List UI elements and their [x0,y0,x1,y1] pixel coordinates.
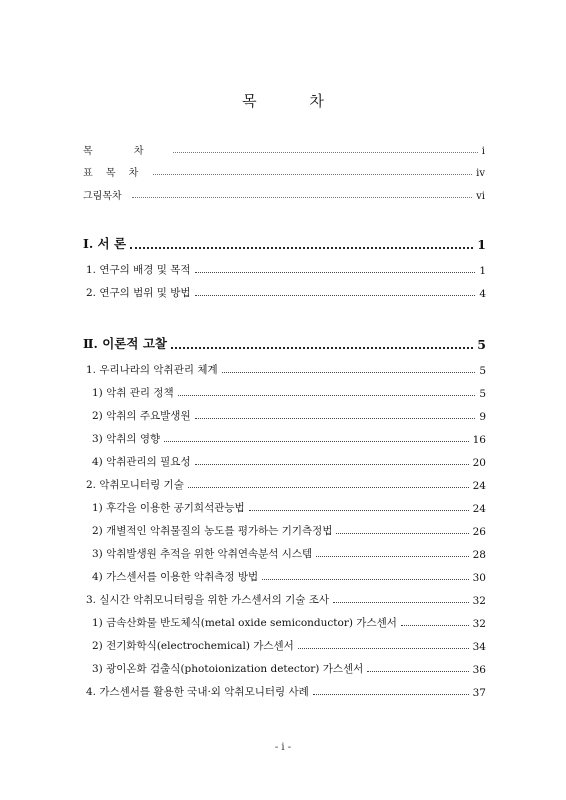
toc-entry-label: 그림목차 [83,191,122,202]
toc-page-number: 5 [479,388,486,400]
toc-entry-label: 1) 후각을 이용한 공기희석관능법 [92,502,245,514]
leader-dots [195,272,476,273]
leader-dots [313,694,469,695]
toc-subsection[interactable] [92,500,486,515]
toc-entry-figure-list[interactable] [83,187,485,202]
leader-dots [262,579,468,580]
toc-entry-label: 3. 실시간 악취모니터링을 위한 가스센서의 기술 조사 [86,594,330,606]
leader-dots [222,372,476,373]
toc-subsection[interactable] [92,661,486,676]
toc-page-number: 36 [472,664,486,676]
toc-entry-label: 2. 악취모니터링 기술 [86,479,184,491]
leader-dots [195,418,476,419]
toc-page-number: 32 [472,618,486,630]
toc-page-number: 34 [472,641,486,653]
leader-dots [401,625,469,626]
leader-dots [130,247,473,249]
leader-dots [153,174,472,175]
toc-entry-label: 3) 광이온화 검출식(photoionization detector) 가스센서 [92,663,364,675]
toc-entry-contents[interactable] [83,142,485,157]
toc-page-number: 37 [472,687,486,699]
toc-entry-table-list[interactable] [83,164,485,179]
toc-subsection[interactable] [92,638,486,653]
toc-entry-label: 2. 연구의 범위 및 방법 [86,287,191,299]
toc-chapter-label: Ⅱ. 이론적 고찰 [83,336,167,351]
leader-dots [367,671,468,672]
toc-subsection[interactable] [92,615,486,630]
toc-page-number: 28 [472,549,486,561]
toc-page-number: 9 [479,411,486,423]
page-footer-number: - i - [274,742,292,753]
toc-subsection[interactable] [92,385,486,400]
leader-dots [336,533,468,534]
toc-section[interactable] [86,684,486,699]
toc-section[interactable] [86,285,486,300]
toc-entry-label: 4) 가스센서를 이용한 악취측정 방법 [92,571,259,583]
toc-page-number: iv [476,168,485,179]
leader-dots [249,510,469,511]
toc-subsection[interactable] [92,454,486,469]
toc-entry-label: 3) 악취발생원 추적을 위한 악취연속분석 시스템 [92,548,313,560]
toc-page-number: 24 [472,503,486,515]
leader-dots [178,395,476,396]
toc-page-number: 16 [472,434,486,446]
leader-dots [164,441,468,442]
toc-page-number: vi [476,191,485,202]
toc-page-number: 5 [477,337,486,352]
toc-entry-label: 1) 금속산화물 반도체식(metal oxide semiconductor) 가스센서 [92,617,397,629]
toc-section[interactable] [86,477,486,492]
leader-dots [316,556,468,557]
toc-entry-label: 1. 연구의 배경 및 목적 [86,264,191,276]
leader-dots [298,648,469,649]
toc-page-number: 1 [479,265,486,277]
toc-entry-label: 4. 가스센서를 활용한 국내·외 악취모니터링 사례 [86,686,309,698]
toc-entry-label: 2) 개별적인 악취물질의 농도를 평가하는 기기측정법 [92,525,333,537]
toc-chapter-label: Ⅰ. 서 론 [83,236,127,251]
toc-subsection[interactable] [92,569,486,584]
leader-dots [173,152,478,153]
toc-subsection[interactable] [92,408,486,423]
leader-dots [171,347,473,349]
toc-entry-label: 2) 악취의 주요발생원 [92,410,191,422]
toc-subsection[interactable] [92,523,486,538]
page-title: 목 차 [242,92,348,110]
toc-page-number: 32 [472,595,486,607]
toc-page-number: 30 [472,572,486,584]
leader-dots [195,295,476,296]
leader-dots [333,602,469,603]
toc-chapter-2[interactable] [83,334,486,352]
leader-dots [132,197,473,198]
toc-entry-label: 표 목 차 [83,168,144,179]
toc-page-number: 4 [479,288,486,300]
toc-page-number: 24 [472,480,486,492]
toc-section[interactable] [86,592,486,607]
toc-entry-label: 목 차 [83,146,163,157]
toc-entry-label: 2) 전기화학식(electrochemical) 가스센서 [92,640,294,652]
toc-section[interactable] [86,262,486,277]
leader-dots [188,487,469,488]
toc-page-number: 20 [472,457,486,469]
toc-page-number: i [481,146,485,157]
toc-entry-label: 3) 악취의 영향 [92,433,161,445]
toc-entry-label: 1) 악취 관리 정책 [92,387,174,399]
toc-entry-label: 1. 우리나라의 악취관리 체계 [86,364,218,376]
toc-page-number: 26 [472,526,486,538]
toc-chapter-1[interactable] [83,234,486,252]
leader-dots [195,464,469,465]
toc-subsection[interactable] [92,546,486,561]
toc-page-number: 5 [479,365,486,377]
toc-section[interactable] [86,362,486,377]
toc-subsection[interactable] [92,431,486,446]
toc-page-number: 1 [477,237,486,252]
toc-entry-label: 4) 악취관리의 필요성 [92,456,191,468]
